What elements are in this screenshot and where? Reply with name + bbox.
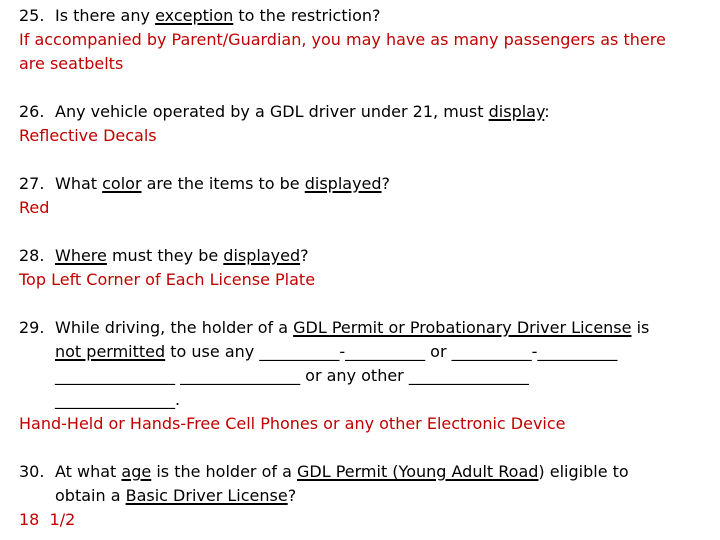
underlined-term: displayed <box>223 246 301 265</box>
question-28 <box>19 244 309 268</box>
underlined-term: GDL Permit or Probationary Driver License <box>293 318 632 337</box>
answer-25-line-2: are seatbelts <box>19 54 124 73</box>
question-text: ? <box>287 486 297 505</box>
question-25 <box>19 4 380 28</box>
underlined-term: Basic Driver License <box>125 486 288 505</box>
underlined-term: displayed <box>304 174 382 193</box>
underlined-term: age <box>121 462 152 481</box>
underlined-term: GDL Permit (Young Adult Road <box>296 462 539 481</box>
answer-26: Reflective Decals <box>19 126 157 145</box>
question-number: 26. <box>19 102 45 121</box>
answer-27: Red <box>19 198 50 217</box>
answer-28: Top Left Corner of Each License Plate <box>19 270 316 289</box>
question-text: is the holder of a <box>151 462 297 481</box>
question-text: ? <box>300 246 309 265</box>
question-text: Is there any <box>55 6 156 25</box>
question-number: 25. <box>19 6 45 25</box>
question-text: Any vehicle operated by a GDL driver under 21, must <box>55 102 489 121</box>
question-number: 30. <box>19 462 45 481</box>
question-text: ) eligible to <box>538 462 629 481</box>
question-text: obtain a <box>55 486 126 505</box>
question-29-line-4: _______________. <box>55 390 181 409</box>
question-29 <box>19 316 649 340</box>
underlined-term: Where <box>55 246 107 265</box>
answer-29: Hand-Held or Hands-Free Cell Phones or any other Electronic Device <box>19 414 566 433</box>
question-30 <box>19 460 629 484</box>
question-text: At what <box>55 462 122 481</box>
question-text: to the restriction? <box>233 6 381 25</box>
question-number: 27. <box>19 174 45 193</box>
answer-25-line-1: If accompanied by Parent/Guardian, you may have as many passengers as there <box>19 30 666 49</box>
question-number: 29. <box>19 318 45 337</box>
question-text: is <box>631 318 650 337</box>
question-26 <box>19 100 550 124</box>
underlined-term: exception <box>155 6 234 25</box>
underlined-term: display <box>488 102 545 121</box>
question-text: What <box>55 174 103 193</box>
underlined-term: color <box>102 174 142 193</box>
question-text: are the items to be <box>141 174 305 193</box>
question-29-line-2 <box>55 340 617 364</box>
question-text: must they be <box>106 246 224 265</box>
question-text: to use any __________-__________ or __________-__________ <box>165 342 618 361</box>
question-30-line-2 <box>55 484 296 508</box>
question-text: : <box>544 102 550 121</box>
question-27 <box>19 172 390 196</box>
question-text: While driving, the holder of a <box>55 318 294 337</box>
question-text: ? <box>381 174 391 193</box>
underlined-term: not permitted <box>55 342 166 361</box>
question-29-line-3: _______________ _______________ or any other _______________ <box>55 366 529 385</box>
question-number: 28. <box>19 246 45 265</box>
answer-30: 18 1/2 <box>19 510 76 529</box>
